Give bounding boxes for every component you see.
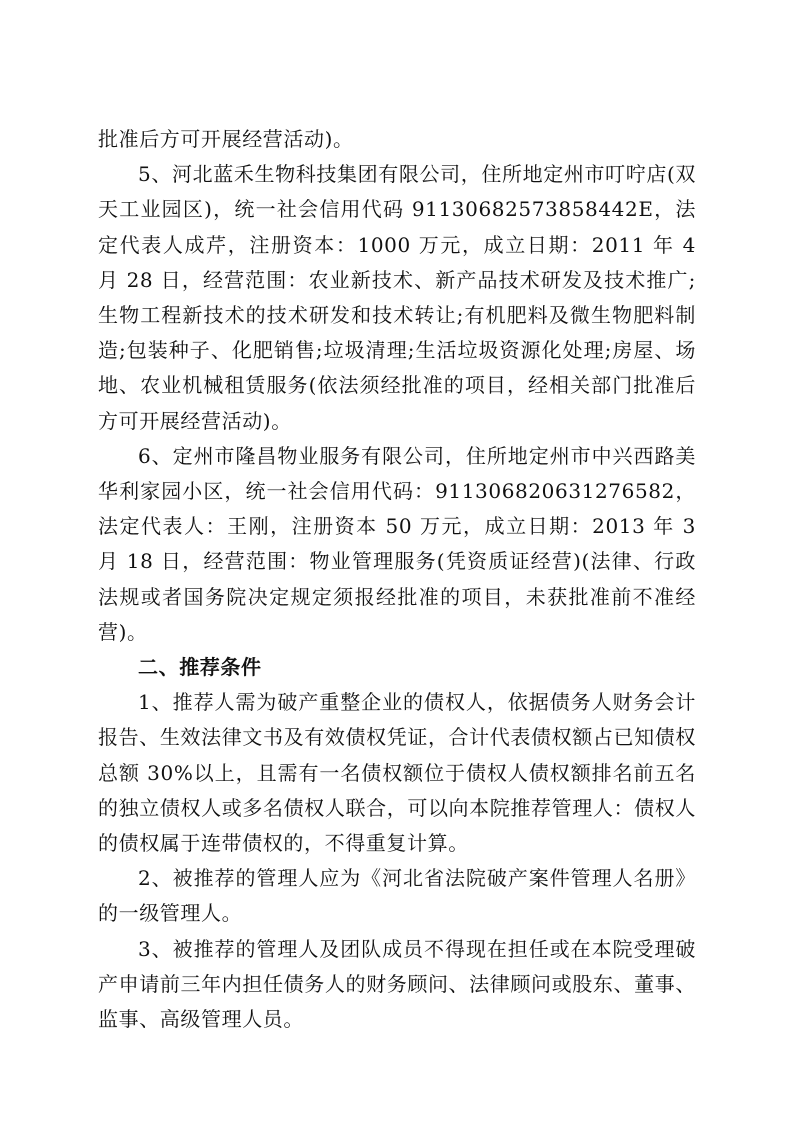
continuation-paragraph: 批准后方可开展经营活动)。 [98, 127, 354, 151]
section-heading-recommendation-conditions: 二、推荐条件 [138, 655, 262, 680]
company-item-5: 5、河北蓝禾生物科技集团有限公司，住所地定州市叮咛店(双天工业园区)，统一社会信用代码 91130682573858442E，法定代表人成芹，注册资本：1000 万元，成立日期：2011 年 4 月 28 日，经营范围：农业新技术、新产品技术研发及技术推广;生物工程新技术的技术研发和技术转让;有机肥料及微生物肥料制造;包装种子、化肥销售;垃圾清理;生活垃圾资源化处理;房屋、场地、农业机械租赁服务(依法须经批准的项目，经相关部门批准后方可开展经营活动)。 [98, 162, 696, 433]
document-body [98, 122, 696, 1037]
condition-item-2: 2、被推荐的管理人应为《河北省法院破产案件管理人名册》的一级管理人。 [98, 866, 696, 926]
condition-item-3: 3、被推荐的管理人及团队成员不得现在担任或在本院受理破产申请前三年内担任债务人的财务顾问、法律顾问或股东、董事、监事、高级管理人员。 [98, 936, 696, 1032]
company-item-6: 6、定州市隆昌物业服务有限公司，住所地定州市中兴西路美华利家园小区，统一社会信用代码：911306820631276582，法定代表人：王刚，注册资本 50 万元，成立日期：2013 年 3 月 18 日，经营范围：物业管理服务(凭资质证经营)(法律、行政法规或者国务院决定规定须报经批准的项目，未获批准前不准经营)。 [98, 443, 696, 644]
condition-item-1: 1、推荐人需为破产重整企业的债权人，依据债务人财务会计报告、生效法律文书及有效债权凭证，合计代表债权额占已知债权总额 30%以上，且需有一名债权额位于债权人债权额排名前五名的独立债权人或多名债权人联合，可以向本院推荐管理人：债权人的债权属于连带债权的，不得重复计算。 [98, 690, 696, 856]
